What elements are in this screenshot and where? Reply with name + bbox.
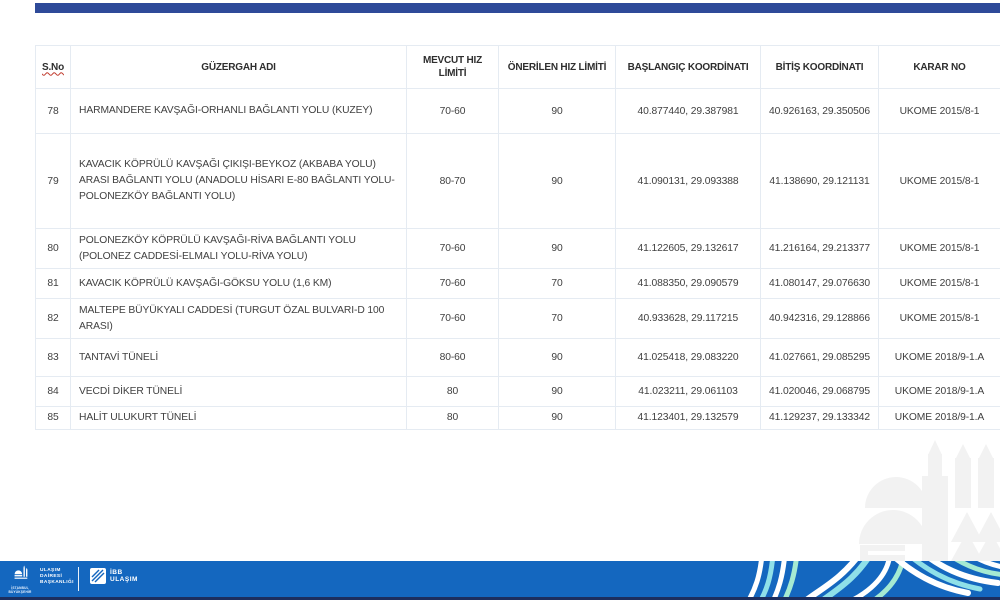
cell-sno: 80: [36, 229, 71, 269]
fingerprint-pattern: [742, 561, 1000, 597]
cell-sno: 81: [36, 269, 71, 299]
table-row: [36, 269, 1000, 299]
ibb-emblem-watermark: [855, 430, 1000, 561]
cell-sno: 85: [36, 407, 71, 430]
cell-proposed-limit: 90: [499, 134, 616, 229]
cell-proposed-limit: 90: [499, 89, 616, 134]
cell-route: KAVACIK KÖPRÜLÜ KAVŞAĞI ÇIKIŞI-BEYKOZ (AKBABA YOLU) ARASI BAĞLANTI YOLU (ANADOLU HİSARI E-80 BAĞLANTI YOLU-POLONEZKÖY BAĞLANTI YOLU): [71, 134, 407, 229]
cell-decision-no: UKOME 2015/8-1: [879, 89, 1000, 134]
column-header-proposed-limit: ÖNERİLEN HIZ LİMİTİ: [499, 46, 616, 89]
cell-proposed-limit: 90: [499, 377, 616, 407]
cell-sno: 84: [36, 377, 71, 407]
cell-start-coordinate: 41.122605, 29.132617: [616, 229, 761, 269]
top-accent-bar: [35, 3, 1000, 13]
column-header-sno: S.No: [36, 46, 71, 89]
municipality-line: İSTANBUL: [11, 586, 29, 590]
table-row: [36, 299, 1000, 339]
ibb-ulasim-icon: [90, 568, 106, 584]
cell-route: TANTAVİ TÜNELİ: [71, 339, 407, 377]
department-line: DAİRESİ: [40, 574, 63, 579]
cell-current-limit: 80: [407, 377, 499, 407]
cell-start-coordinate: 41.090131, 29.093388: [616, 134, 761, 229]
table-row: [36, 339, 1000, 377]
municipality-line: BÜYÜKŞEHİR: [8, 590, 32, 594]
table-row: [36, 229, 1000, 269]
brand-text: İBB ULAŞIM: [110, 569, 138, 583]
table-header-row: [36, 46, 1000, 89]
cell-proposed-limit: 90: [499, 407, 616, 430]
cell-route: KAVACIK KÖPRÜLÜ KAVŞAĞI-GÖKSU YOLU (1,6 KM): [71, 269, 407, 299]
mosque-icon: [12, 564, 29, 581]
footer-divider: [78, 567, 79, 591]
cell-decision-no: UKOME 2015/8-1: [879, 269, 1000, 299]
ibb-emblem-icon: [6, 564, 34, 594]
cell-end-coordinate: 41.080147, 29.076630: [761, 269, 879, 299]
table-row: [36, 407, 1000, 430]
cell-proposed-limit: 70: [499, 299, 616, 339]
cell-current-limit: 80: [407, 407, 499, 430]
cell-current-limit: 70-60: [407, 229, 499, 269]
cell-decision-no: UKOME 2018/9-1.A: [879, 377, 1000, 407]
column-header-start-coordinate: BAŞLANGIÇ KOORDİNATI: [616, 46, 761, 89]
cell-sno: 82: [36, 299, 71, 339]
cell-end-coordinate: 41.129237, 29.133342: [761, 407, 879, 430]
footer-bar: [0, 561, 1000, 597]
cell-start-coordinate: 41.025418, 29.083220: [616, 339, 761, 377]
table-row: [36, 377, 1000, 407]
cell-end-coordinate: 41.027661, 29.085295: [761, 339, 879, 377]
column-header-end-coordinate: BİTİŞ KOORDİNATI: [761, 46, 879, 89]
cell-route: HALİT ULUKURT TÜNELİ: [71, 407, 407, 430]
cell-proposed-limit: 70: [499, 269, 616, 299]
table-row: [36, 89, 1000, 134]
cell-decision-no: UKOME 2015/8-1: [879, 299, 1000, 339]
cell-current-limit: 70-60: [407, 299, 499, 339]
cell-sno: 83: [36, 339, 71, 377]
column-header-current-limit: MEVCUT HIZ LİMİTİ: [407, 46, 499, 89]
cell-end-coordinate: 41.138690, 29.121131: [761, 134, 879, 229]
cell-end-coordinate: 41.216164, 29.213377: [761, 229, 879, 269]
cell-sno: 78: [36, 89, 71, 134]
cell-current-limit: 80-60: [407, 339, 499, 377]
cell-decision-no: UKOME 2015/8-1: [879, 229, 1000, 269]
cell-start-coordinate: 41.123401, 29.132579: [616, 407, 761, 430]
department-line: ULAŞIM: [40, 568, 61, 573]
cell-start-coordinate: 41.088350, 29.090579: [616, 269, 761, 299]
cell-route: MALTEPE BÜYÜKYALI CADDESİ (TURGUT ÖZAL BULVARI-D 100 ARASI): [71, 299, 407, 339]
cell-current-limit: 70-60: [407, 89, 499, 134]
cell-end-coordinate: 40.942316, 29.128866: [761, 299, 879, 339]
ibb-ulasim-logo: [90, 568, 138, 584]
column-header-route: GÜZERGAH ADI: [71, 46, 407, 89]
column-header-decision-no: KARAR NO: [879, 46, 1000, 89]
speed-limit-table: [35, 45, 1000, 430]
cell-proposed-limit: 90: [499, 339, 616, 377]
cell-decision-no: UKOME 2018/9-1.A: [879, 339, 1000, 377]
cell-decision-no: UKOME 2018/9-1.A: [879, 407, 1000, 430]
department-line: BAŞKANLIĞI: [40, 580, 74, 585]
cell-end-coordinate: 40.926163, 29.350506: [761, 89, 879, 134]
cell-start-coordinate: 40.877440, 29.387981: [616, 89, 761, 134]
cell-sno: 79: [36, 134, 71, 229]
cell-route: VECDİ DİKER TÜNELİ: [71, 377, 407, 407]
department-name: [40, 568, 74, 586]
cell-start-coordinate: 40.933628, 29.117215: [616, 299, 761, 339]
cell-current-limit: 70-60: [407, 269, 499, 299]
cell-route: POLONEZKÖY KÖPRÜLÜ KAVŞAĞI-RİVA BAĞLANTI YOLU (POLONEZ CADDESİ-ELMALI YOLU-RİVA YOLU): [71, 229, 407, 269]
cell-decision-no: UKOME 2015/8-1: [879, 134, 1000, 229]
cell-proposed-limit: 90: [499, 229, 616, 269]
cell-end-coordinate: 41.020046, 29.068795: [761, 377, 879, 407]
cell-route: HARMANDERE KAVŞAĞI-ORHANLI BAĞLANTI YOLU (KUZEY): [71, 89, 407, 134]
cell-current-limit: 80-70: [407, 134, 499, 229]
cell-start-coordinate: 41.023211, 29.061103: [616, 377, 761, 407]
table-row: [36, 134, 1000, 229]
